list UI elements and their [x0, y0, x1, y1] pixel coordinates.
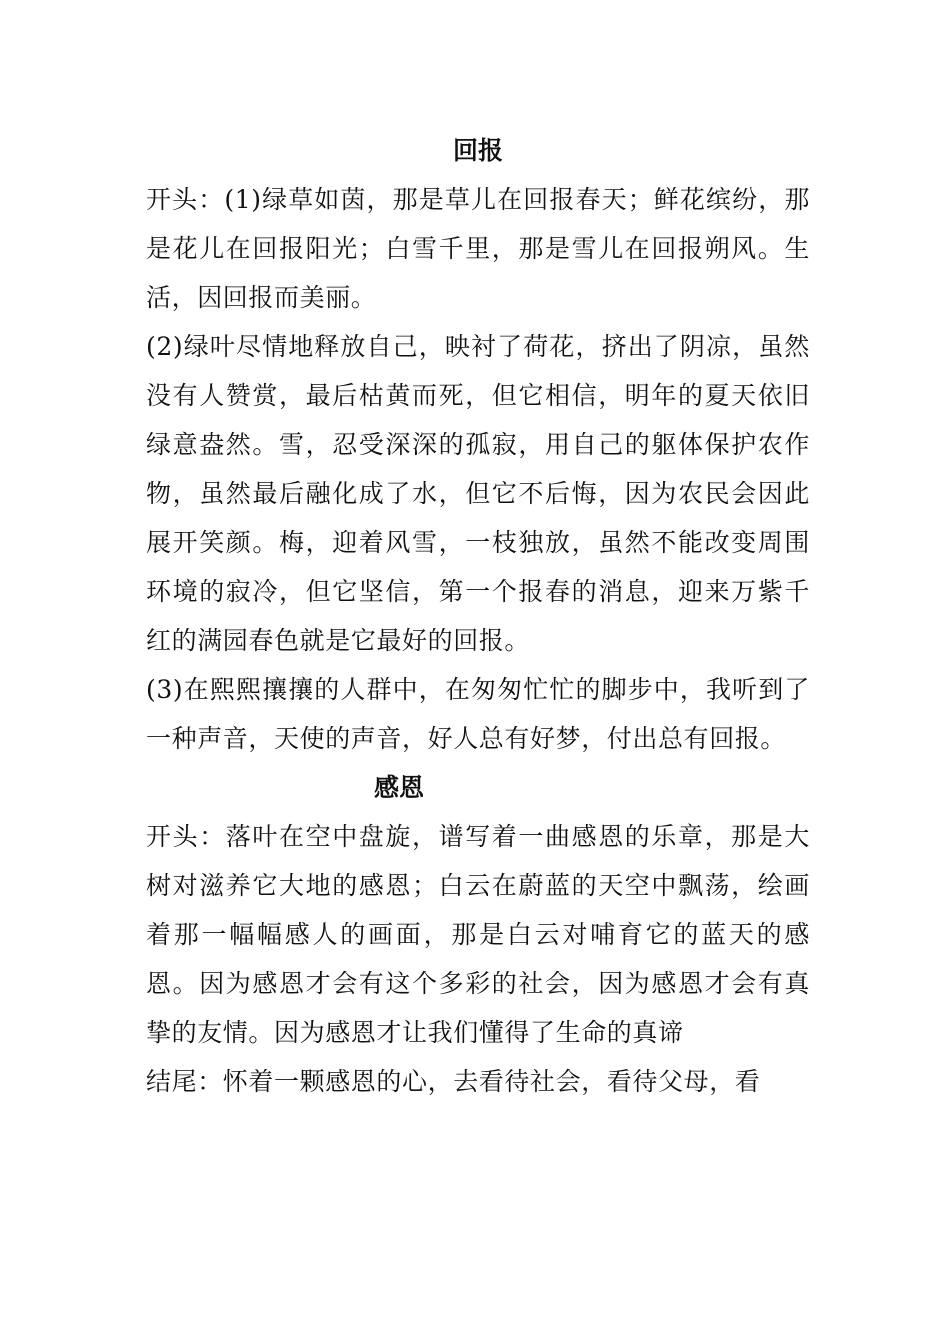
paragraph-ganen-ending: 结尾：怀着一颗感恩的心，去看待社会，看待父母，看: [146, 1067, 761, 1096]
paragraph-opening-1: 开头：(1)绿草如茵，那是草儿在回报春天；鲜花缤纷，那是花儿在回报阳光；白雪千里，那是雪儿在回报朔风。生活，因回报而美丽。: [146, 185, 810, 312]
paragraph-ganen-opening: 开头：落叶在空中盘旋，谱写着一曲感恩的乐章，那是大树对滋养它大地的感恩；白云在蔚蓝的天空中飘荡，绘画着那一幅幅感人的画面，那是白云对哺育它的蓝天的感恩。因为感恩才会有这个多彩的社会，因为感恩才会有真挚的友情。因为感恩才让我们懂得了生命的真谛: [146, 822, 810, 1047]
paragraph-point-3: (3)在熙熙攘攘的人群中，在匆匆忙忙的脚步中，我听到了一种声音，天使的声音，好人总有好梦，付出总有回报。: [146, 675, 810, 753]
section-title-huibao: 回报: [452, 136, 503, 165]
section-title-ganen: 感恩: [374, 773, 425, 802]
document-page: [146, 126, 810, 1106]
paragraph-point-2: (2)绿叶尽情地释放自己，映衬了荷花，挤出了阴凉，虽然没有人赞赏，最后枯黄而死，但它相信，明年的夏天依旧绿意盎然。雪，忍受深深的孤寂，用自己的躯体保护农作物，虽然最后融化成了水，但它不后悔，因为农民会因此展开笑颜。梅，迎着风雪，一枝独放，虽然不能改变周围环境的寂冷，但它坚信，第一个报春的消息，迎来万紫千红的满园春色就是它最好的回报。: [146, 332, 810, 655]
